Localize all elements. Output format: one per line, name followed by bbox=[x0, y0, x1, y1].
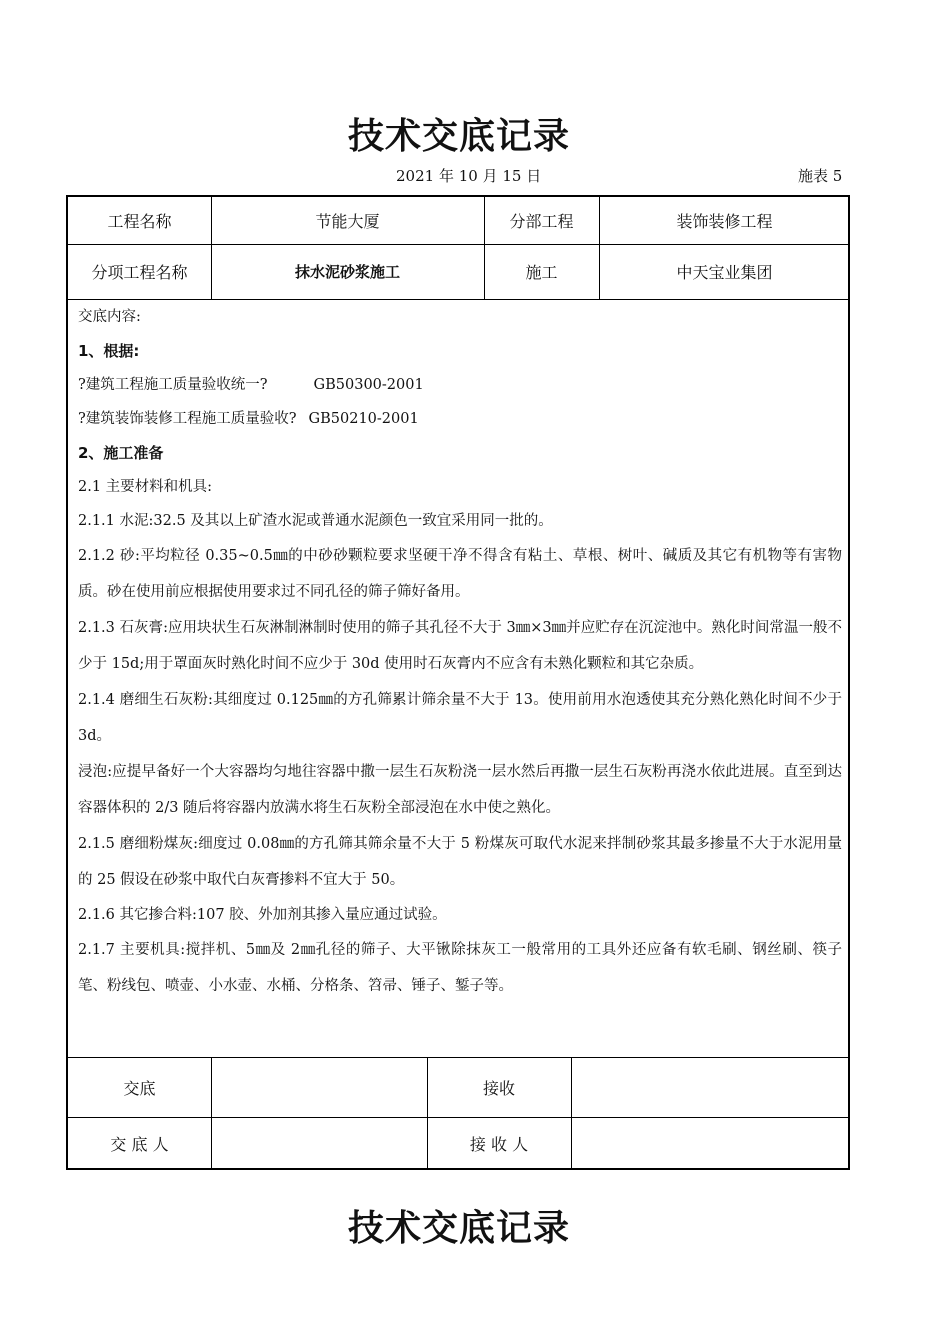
project-name-label: 工程名称 bbox=[107, 212, 172, 231]
subitem-label: 分项工程名称 bbox=[91, 263, 188, 282]
reference-name: ?建筑装饰装修工程施工质量验收? bbox=[78, 411, 297, 427]
project-name-value: 节能大厦 bbox=[315, 212, 380, 231]
section-heading: 2、施工准备 bbox=[78, 444, 164, 462]
content-paragraph: 2.1.3 石灰膏:应用块状生石灰淋制淋制时使用的筛子其孔径不大于 3㎜×3㎜并应贮存在沉淀池中。熟化时间常温一般不少于 15d;用于罩面灰时熟化时间不应少于 30d 使用时石灰膏内不应含有未熟化颗粒和其它杂质。 bbox=[78, 620, 842, 672]
receiver-person-field[interactable] bbox=[571, 1117, 850, 1170]
content-paragraph: 2.1.1 水泥:32.5 及其以上矿渣水泥或普通水泥颜色一致宜采用同一批的。 bbox=[78, 513, 553, 529]
content-intro: 交底内容: bbox=[78, 309, 141, 325]
receiver-field[interactable] bbox=[571, 1057, 850, 1117]
disclosure-content bbox=[78, 300, 842, 1004]
next-page-title: 技术交底记录 bbox=[347, 1208, 570, 1249]
content-paragraph: 2.1.7 主要机具:搅拌机、5㎜及 2㎜孔径的筛子、大平锹除抹灰工一般常用的工具外还应备有软毛刷、钢丝刷、筷子笔、粉线包、喷壶、小水壶、水桶、分格条、笤帚、锤子、錾子等。 bbox=[78, 942, 842, 994]
content-paragraph: 浸泡:应提早备好一个大容器均匀地往容器中撒一层生石灰粉浇一层水然后再撒一层生石灰粉再浇水依此进展。直至到达容器体积的 2/3 随后将容器内放满水将生石灰粉全部浸泡在水中使之熟化。 bbox=[78, 764, 842, 816]
page-title: 技术交底记录 bbox=[347, 116, 570, 157]
record-date: 2021 年 10 月 15 日 bbox=[396, 167, 542, 185]
receiver-person-label: 接 收 人 bbox=[469, 1135, 529, 1154]
reference-line bbox=[78, 368, 842, 402]
discloser-field[interactable] bbox=[211, 1057, 427, 1117]
form-number: 施表 5 bbox=[798, 167, 843, 185]
reference-line bbox=[78, 402, 842, 436]
reference-code: GB50210-2001 bbox=[308, 411, 419, 427]
division-value: 装饰装修工程 bbox=[676, 212, 773, 231]
content-paragraph: 2.1.4 磨细生石灰粉:其细度过 0.125㎜的方孔筛累计筛余量不大于 13。使用前用水泡透使其充分熟化熟化时间不少于 3d。 bbox=[78, 692, 842, 744]
subitem-value: 抹水泥砂浆施工 bbox=[294, 263, 400, 281]
contractor-value: 中天宝业集团 bbox=[676, 263, 773, 282]
record-table bbox=[66, 195, 850, 1170]
content-paragraph: 2.1.6 其它掺合料:107 胶、外加剂其掺入量应通过试验。 bbox=[78, 907, 447, 923]
discloser-person-field[interactable] bbox=[211, 1117, 427, 1170]
division-label: 分部工程 bbox=[509, 212, 574, 231]
discloser-person-label: 交 底 人 bbox=[110, 1135, 169, 1154]
content-paragraph: 2.1.5 磨细粉煤灰:细度过 0.08㎜的方孔筛其筛余量不大于 5 粉煤灰可取代水泥来拌制砂浆其最多掺量不大于水泥用量的 25 假设在砂浆中取代白灰膏掺料不宜大于 50。 bbox=[78, 836, 842, 888]
content-paragraph: 2.1 主要材料和机具: bbox=[78, 479, 213, 495]
contractor-label: 施工 bbox=[525, 263, 558, 282]
discloser-label: 交底 bbox=[123, 1078, 156, 1098]
reference-code: GB50300-2001 bbox=[313, 377, 424, 393]
content-paragraph: 2.1.2 砂:平均粒径 0.35~0.5㎜的中砂砂颗粒要求坚硬干净不得含有粘土、草根、树叶、碱质及其它有机物等有害物质。砂在使用前应根据使用要求过不同孔径的筛子筛好备用。 bbox=[78, 548, 842, 600]
reference-name: ?建筑工程施工质量验收统一? bbox=[78, 377, 268, 393]
receiver-label: 接收 bbox=[482, 1078, 515, 1098]
section-heading: 1、根据: bbox=[78, 342, 140, 360]
